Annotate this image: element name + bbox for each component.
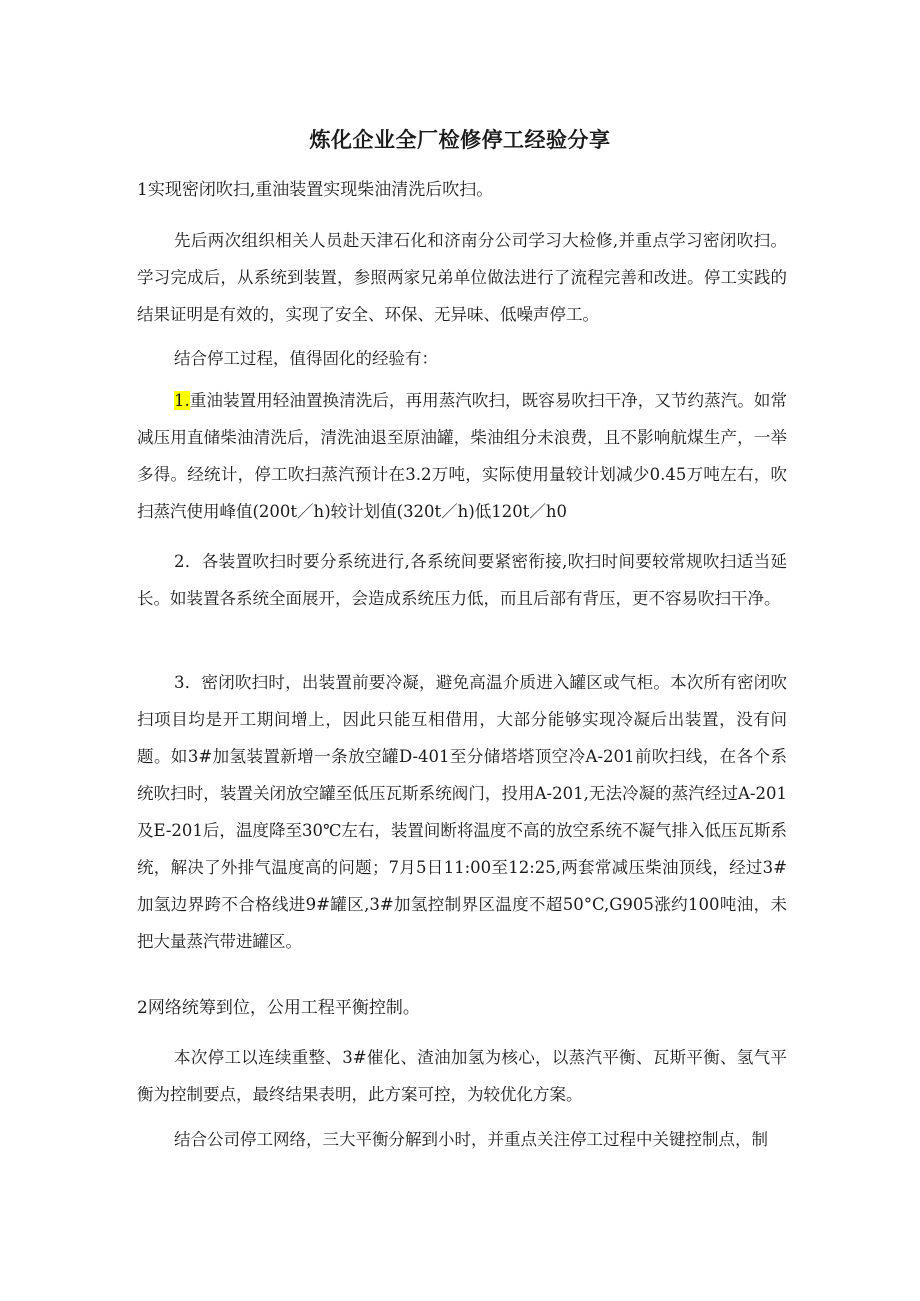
section-1-heading: 1实现密闭吹扫,重油装置实现柴油清洗后吹扫。: [137, 180, 494, 200]
item-1-text: 重油装置用轻油置换清洗后，再用蒸汽吹扫，既容易吹扫干净，又节约蒸汽。如常减压用直储柴油清洗后，清洗油退至原油罐，柴油组分未浪费，且不影响航煤生产，一举多得。经统计，停工吹扫蒸汽预计在3.2万吨，实际使用量较计划减少0.45万吨左右，吹扫蒸汽使用峰值(200t／h)较计划值(320t／h)低120t／h0: [137, 391, 787, 521]
section-1-paragraph-1: 先后两次组织相关人员赴天津石化和济南分公司学习大检修,并重点学习密闭吹扫。学习完成后，从系统到装置，参照两家兄弟单位做法进行了流程完善和改进。停工实践的结果证明是有效的，实现了安全、环保、无异味、低噪声停工。: [137, 231, 787, 324]
section-2-heading: 2网络统筹到位，公用工程平衡控制。: [137, 998, 420, 1018]
section-1-item-1: [137, 382, 787, 530]
section-1-item-3: 3．密闭吹扫时，出装置前要冷凝，避免高温介质进入罐区或气柜。本次所有密闭吹扫项目均是开工期间增上，因此只能互相借用，大部分能够实现冷凝后出装置，没有问题。如3#加氢装置新增一条放空罐D-401至分储塔塔顶空冷A-201前吹扫线，在各个系统吹扫时，装置关闭放空罐至低压瓦斯系统阀门，投用A-201,无法冷凝的蒸汽经过A-201及E-201后，温度降至30℃左右，装置间断将温度不高的放空系统不凝气排入低压瓦斯系统，解决了外排气温度高的问题；7月5日11:00至12:25,两套常减压柴油顶线，经过3#加氢边界跨不合格线进9#罐区,3#加氢控制界区温度不超50°C,G905涨约100吨油，未把大量蒸汽带进罐区。: [137, 673, 787, 951]
section-1-item-2: 2．各装置吹扫时要分系统进行,各系统间要紧密衔接,吹扫时间要较常规吹扫适当延长。如装置各系统全面展开，会造成系统压力低，而且后部有背压，更不容易吹扫干净。: [137, 552, 787, 608]
document-title: 炼化企业全厂检修停工经验分享: [309, 128, 611, 152]
section-2-paragraph-1: 本次停工以连续重整、3#催化、渣油加氢为核心，以蒸汽平衡、瓦斯平衡、氢气平衡为控制要点，最终结果表明，此方案可控，为较优化方案。: [137, 1048, 787, 1104]
item-1-number-highlight: 1.: [174, 391, 190, 410]
section-1-paragraph-2: 结合停工过程，值得固化的经验有：: [174, 349, 438, 368]
section-2-paragraph-2: 结合公司停工网络，三大平衡分解到小时，并重点关注停工过程中关键控制点，制: [174, 1130, 768, 1149]
